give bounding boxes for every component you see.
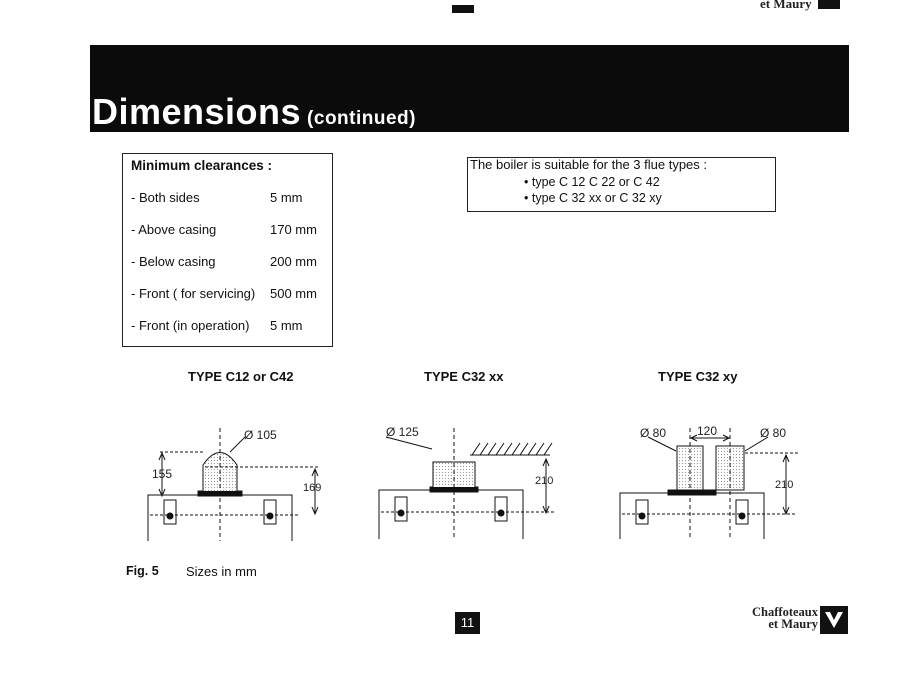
diagram-c32xx [379,428,556,539]
clearance-label: - Below casing [131,254,216,269]
clearance-value: 500 mm [270,286,317,301]
diagram-label-c32xy: TYPE C32 xy [658,369,738,384]
brand-line1: Chaffoteaux [752,605,818,619]
brand-line2: et Maury [768,617,818,631]
dim-text: Ø 80 [640,426,667,440]
clearances-title: Minimum clearances : [131,158,273,173]
flue-item: • type C 12 C 22 or C 42 [524,175,660,189]
title-subtitle: (continued) [307,108,416,129]
dim-text: 210 [775,479,794,491]
side-fixing [264,500,276,524]
side-fixing [164,500,176,524]
title-text: Dimensions [92,91,302,132]
dim-text: 155 [152,467,173,481]
clearance-label: - Front (in operation) [131,318,250,333]
flue-title: The boiler is suitable for the 3 flue types : [470,157,708,172]
clearance-value: 200 mm [270,254,317,269]
dim-text: Ø 125 [386,425,419,439]
page-number: 11 [455,612,480,634]
dim-text: Ø 105 [244,428,277,442]
clearance-label: - Both sides [131,190,200,205]
clearance-value: 5 mm [270,190,303,205]
clearance-label: - Above casing [131,222,217,237]
dim-text: Ø 80 [760,426,787,440]
clearance-label: - Front ( for servicing) [131,286,256,301]
diagram-c32xy [620,428,800,539]
brand-logo-icon [820,606,848,634]
figure-caption: Sizes in mm [186,564,257,579]
roof-hatching [472,443,552,455]
clearance-value: 170 mm [270,222,317,237]
brand-name [740,606,818,630]
top-brand-text: et Maury [760,0,812,11]
leader-line [230,437,245,452]
dim-text: 210 [535,475,554,487]
diagram-label-c32xx: TYPE C32 xx [424,369,504,384]
clearance-value: 5 mm [270,318,303,333]
figure-label: Fig. 5 [126,564,159,578]
dim-text: 169 [303,482,322,494]
diagram-label-c12: TYPE C12 or C42 [188,369,294,384]
flue-item: • type C 32 xx or C 32 xy [524,191,662,205]
diagram-c12 [148,428,320,541]
dim-text: 120 [697,424,718,438]
